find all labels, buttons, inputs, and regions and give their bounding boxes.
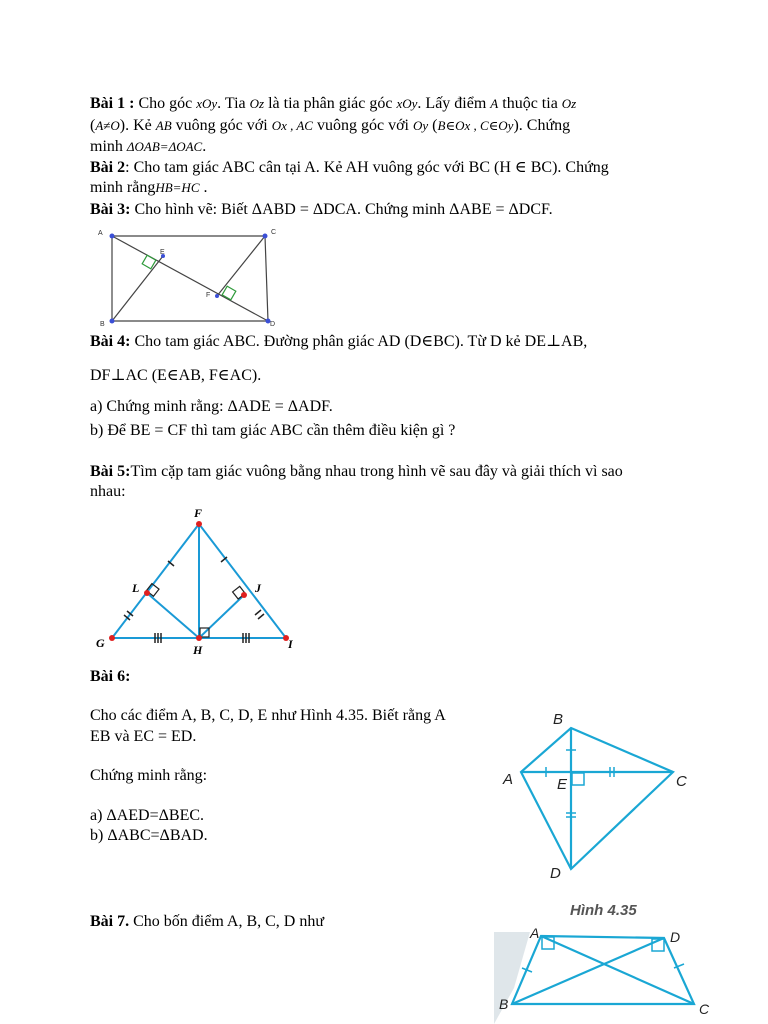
point-j [241, 592, 247, 598]
label-h: H [193, 643, 203, 657]
point-f [215, 294, 219, 298]
bai3-line1 [90, 200, 553, 220]
bai7-title: Bài 7. [90, 913, 130, 930]
figure-caption: Hình 4.35 [570, 902, 637, 919]
segment-hj [199, 595, 244, 638]
point-c [263, 234, 268, 239]
text: . Lấy điểm [417, 95, 491, 112]
bai2-title: Bài 2 [90, 159, 126, 176]
text: . [199, 179, 208, 196]
bai5-figure [92, 504, 306, 658]
text: minh rằng [90, 179, 156, 196]
bai1-line1 [90, 94, 576, 114]
bai2-line2 [90, 178, 208, 198]
math: Ox , AC [271, 118, 313, 133]
label-d: D [270, 321, 276, 328]
text: ). Chứng [513, 117, 571, 134]
math: B∈Ox , C∈Oy [437, 118, 514, 133]
math: Oz [249, 96, 265, 111]
label-l: L [132, 581, 140, 595]
point-f [196, 521, 202, 527]
bai1-line3 [90, 137, 206, 157]
label-b: B [100, 321, 105, 328]
text: ). Kẻ [119, 117, 156, 134]
bai6-title-line [90, 667, 130, 687]
math: HB=HC [155, 180, 200, 195]
bai6-figure [498, 704, 698, 886]
point-a [110, 234, 115, 239]
text: là tia phân giác góc [264, 95, 397, 112]
math: xOy [196, 96, 218, 111]
text: : Cho tam giác ABC cân tại A. Kẻ AH vuông góc với BC (H ∈ BC). Chứng [125, 159, 609, 176]
math: ΔOAB=ΔOAC [126, 139, 203, 154]
math: xOy [396, 96, 418, 111]
right-angle-e [572, 773, 584, 785]
bai4-part-b: b) Để BE = CF thì tam giác ABC cần thêm điều kiện gì ? [90, 422, 456, 439]
label-c: C [271, 229, 277, 236]
text: . Tia [217, 95, 250, 112]
label-d: D [670, 929, 681, 945]
bai5-line2: nhau: [90, 483, 126, 500]
label-b: B [499, 996, 509, 1012]
math: A [490, 96, 499, 111]
point-h [196, 635, 202, 641]
text: Cho tam giác ABC. Đường phân giác AD (D∈BC). Từ D kẻ DE⊥AB, [130, 333, 588, 350]
text: Cho hình vẽ: Biết ΔABD = ΔDCA. Chứng minh ΔABE = ΔDCF. [130, 201, 553, 218]
bai6-part-b: b) ΔABC=ΔBAD. [90, 827, 208, 844]
text: Cho góc [134, 95, 197, 112]
bai4-title: Bài 4: [90, 333, 131, 350]
bai2-line1 [90, 158, 609, 178]
tick-ji-1 [258, 614, 264, 619]
math: Oz [561, 96, 577, 111]
math: Oy [413, 118, 429, 133]
math: A≠O [95, 118, 120, 133]
label-b: B [553, 711, 564, 728]
bai4-line1 [90, 332, 587, 352]
math: AB [155, 118, 172, 133]
label-a: A [98, 230, 103, 237]
text: thuộc tia [498, 95, 562, 112]
bai6-line2: EB và EC = ED. [90, 728, 197, 745]
bai5-line1 [90, 462, 623, 482]
label-f: F [206, 292, 211, 299]
point-b [110, 319, 115, 324]
text: Tìm cặp tam giác vuông bằng nhau trong hình vẽ sau đây và giải thích vì sao [130, 463, 623, 480]
label-e: E [557, 776, 568, 793]
quadrilateral-abcd [521, 728, 673, 869]
tick-ji-2 [255, 610, 261, 615]
bai6-part-a: a) ΔAED=ΔBEC. [90, 807, 205, 824]
text: Cho bốn điểm A, B, C, D như [129, 913, 325, 930]
label-i: I [288, 637, 293, 651]
text: ( [428, 117, 438, 134]
text: minh [90, 138, 127, 155]
text: . [202, 138, 207, 155]
bai4-line2: DF⊥AC (E∈AB, F∈AC). [90, 367, 262, 384]
label-c: C [699, 1001, 710, 1017]
label-d: D [550, 865, 561, 882]
bai6-line3: Chứng minh rằng: [90, 767, 208, 784]
bai6-title: Bài 6: [90, 668, 131, 685]
label-a: A [530, 925, 540, 941]
bai3-figure [92, 226, 288, 330]
bai6-line1: Cho các điểm A, B, C, D, E như Hình 4.35. Biết rằng A [90, 707, 446, 724]
bai5-title: Bài 5: [90, 463, 131, 480]
bai7-line1 [90, 912, 324, 932]
label-j: J [255, 581, 261, 595]
segment-hl [147, 593, 199, 638]
label-f: F [194, 506, 203, 520]
bai3-title: Bài 3: [90, 201, 131, 218]
bai1-line2 [90, 116, 570, 136]
bai7-figure [494, 925, 724, 1024]
text: vuông góc với [171, 117, 272, 134]
bai4-part-a: a) Chứng minh rằng: ΔADE = ΔADF. [90, 398, 333, 415]
text: ( [90, 117, 96, 134]
text: vuông góc với [312, 117, 413, 134]
point-g [109, 635, 115, 641]
label-e: E [160, 249, 165, 256]
bai1-title: Bài 1 : [90, 95, 135, 112]
label-g: G [96, 636, 105, 650]
point-l [144, 590, 150, 596]
label-c: C [676, 773, 687, 790]
label-a: A [503, 771, 514, 788]
